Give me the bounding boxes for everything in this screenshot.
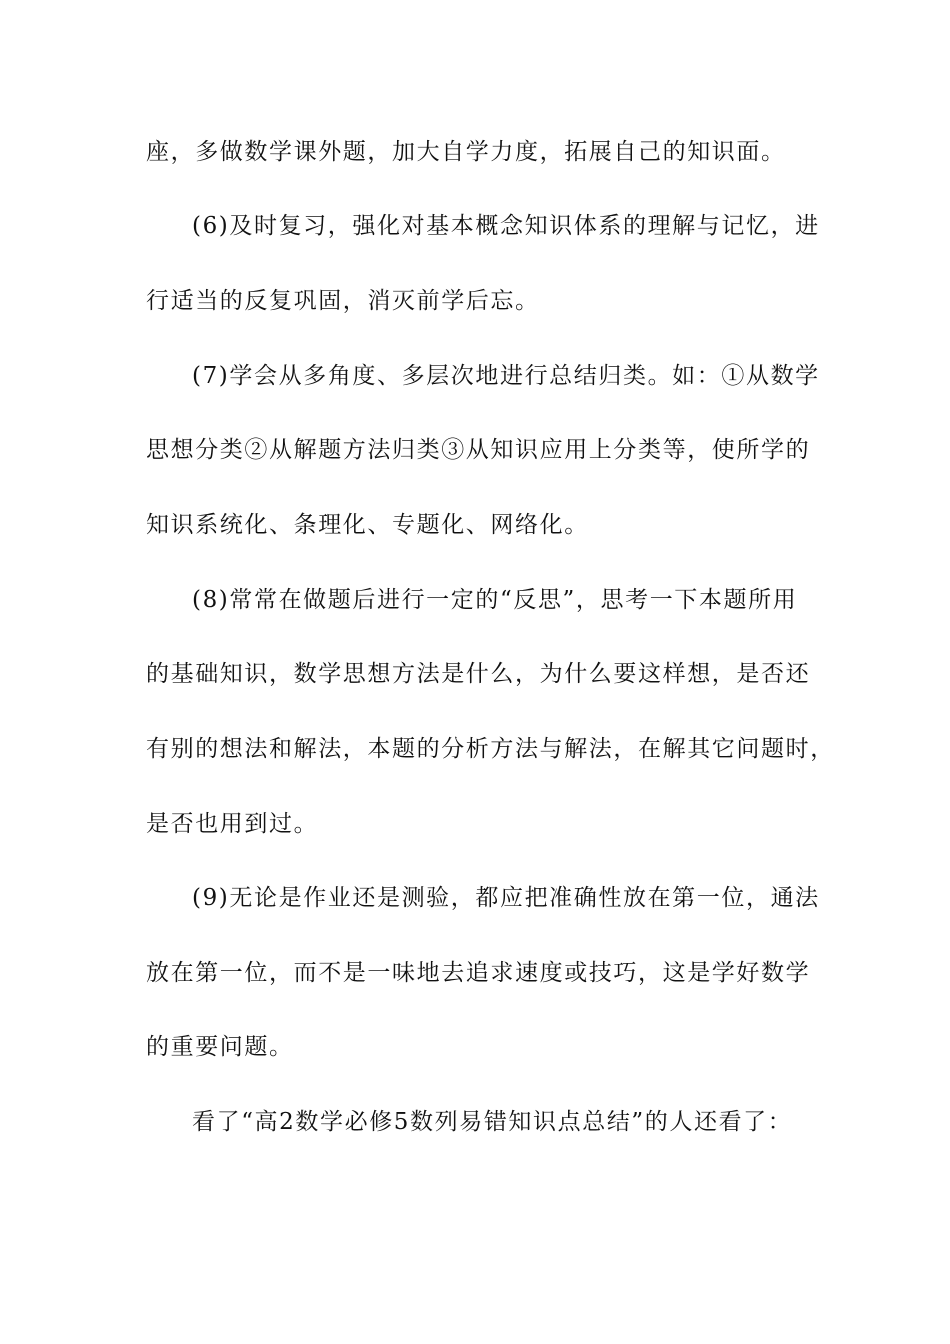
paragraph-line: 知识系统化、条理化、专题化、网络化。	[146, 512, 589, 538]
paragraph-line: 思想分类②从解题方法归类③从知识应用上分类等，使所学的	[146, 437, 811, 463]
paragraph-line: 的基础知识，数学思想方法是什么，为什么要这样想，是否还	[146, 661, 811, 687]
paragraph-line: 放在第一位，而不是一味地去追求速度或技巧，这是学好数学	[146, 960, 811, 986]
paragraph-line: 行适当的反复巩固，消灭前学后忘。	[146, 288, 540, 314]
paragraph-line: 座，多做数学课外题，加大自学力度，拓展自己的知识面。	[146, 139, 786, 165]
paragraph-line: (7)学会从多角度、多层次地进行总结归类。如：①从数学	[192, 363, 820, 389]
paragraph-line: (9)无论是作业还是测验，都应把准确性放在第一位，通法	[192, 885, 820, 911]
paragraph-line: 的重要问题。	[146, 1034, 294, 1060]
paragraph-line: (8)常常在做题后进行一定的“反思”，思考一下本题所用	[192, 587, 798, 613]
paragraph-line: 有别的想法和解法，本题的分析方法与解法，在解其它问题时，	[146, 736, 835, 762]
paragraph-line: (6)及时复习，强化对基本概念知识体系的理解与记忆，进	[192, 213, 820, 239]
paragraph-line: 是否也用到过。	[146, 811, 319, 837]
related-reading-line: 看了“高2数学必修5数列易错知识点总结”的人还看了：	[192, 1109, 793, 1135]
